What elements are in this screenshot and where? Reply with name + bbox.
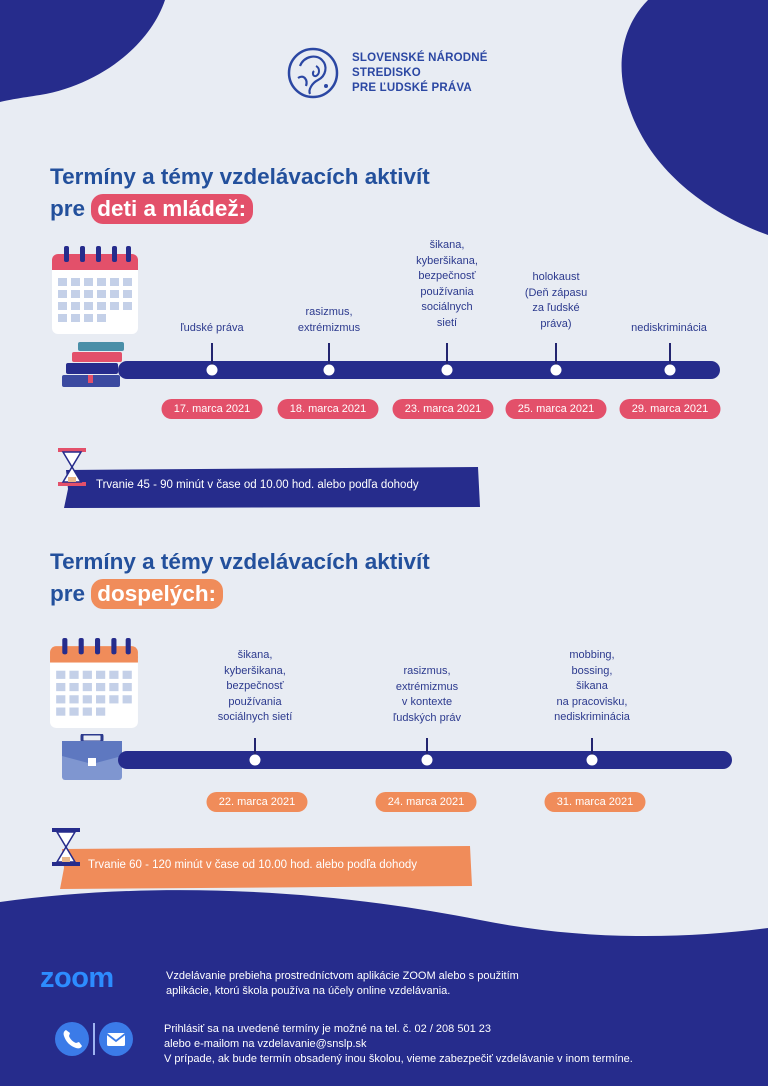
email-icon bbox=[98, 1021, 134, 1057]
adults-dot-3 bbox=[587, 755, 598, 766]
adults-topic-1: šikana, kyberšikana, bezpečnosť používania sociálnych sietí bbox=[217, 649, 293, 723]
briefcase-icon bbox=[62, 734, 122, 780]
youth-duration-text: Trvanie 45 - 90 minút v čase od 10.00 hod. alebo podľa dohody bbox=[96, 479, 419, 491]
top-left-blob bbox=[0, 0, 170, 110]
adults-date-3: 31. marca 2021 bbox=[545, 792, 646, 812]
youth-date-5: 29. marca 2021 bbox=[620, 399, 721, 419]
youth-topic-5: nediskriminácia bbox=[631, 322, 707, 334]
youth-dot-1 bbox=[207, 365, 218, 376]
youth-dot-3 bbox=[442, 365, 453, 376]
org-header bbox=[286, 46, 488, 100]
youth-topic-4: holokaust (Deň zápasu za ľudské práva) bbox=[524, 271, 588, 330]
adults-title-highlight: dospelých: bbox=[91, 579, 223, 609]
calendar-icon bbox=[52, 246, 140, 336]
phone-icon bbox=[54, 1021, 90, 1057]
youth-topic-3: šikana, kyberšikana, bezpečnosť používania sociálnych sietí bbox=[416, 239, 478, 329]
youth-topic-2: rasizmus, extrémizmus bbox=[297, 306, 361, 334]
adults-duration-text: Trvanie 60 - 120 minút v čase od 10.00 hod. alebo podľa dohody bbox=[88, 859, 417, 871]
youth-title-highlight: deti a mládež: bbox=[91, 194, 253, 224]
adults-title-line1: Termíny a témy vzdelávacích aktivít bbox=[50, 549, 430, 574]
youth-date-2: 18. marca 2021 bbox=[278, 399, 379, 419]
contact-divider bbox=[93, 1023, 95, 1055]
adults-dot-1 bbox=[250, 755, 261, 766]
youth-dot-4 bbox=[551, 365, 562, 376]
org-name-line2: STREDISKO bbox=[352, 66, 421, 79]
adults-topic-2: rasizmus, extrémizmus v kontexte ľudských práv bbox=[392, 665, 462, 724]
hourglass-icon bbox=[52, 828, 80, 866]
hourglass-icon bbox=[58, 448, 86, 486]
adults-title-pre: pre bbox=[50, 581, 86, 606]
zoom-info bbox=[166, 969, 519, 999]
youth-title-line1: Termíny a témy vzdelávacích aktivít bbox=[50, 164, 430, 189]
contact-line3: V prípade, ak bude termín obsadený inou školou, vieme zabezpečiť vzdelávanie v inom termíne. bbox=[164, 1053, 633, 1065]
org-name-line1: SLOVENSKÉ NÁRODNÉ bbox=[352, 51, 488, 64]
contact-line2: alebo e-mailom na vzdelavanie@snslp.sk bbox=[164, 1038, 367, 1050]
youth-date-1: 17. marca 2021 bbox=[162, 399, 263, 419]
zoom-info-line2: aplikácie, ktorú škola používa na účely online vzdelávania. bbox=[166, 985, 451, 997]
top-right-blob bbox=[618, 0, 768, 240]
org-logo-icon bbox=[286, 46, 340, 100]
adults-topic-3: mobbing, bossing, šikana na pracovisku, nediskriminácia bbox=[554, 649, 630, 723]
org-name-line3: PRE ĽUDSKÉ PRÁVA bbox=[352, 81, 472, 94]
contact-line1: Prihlásiť sa na uvedené termíny je možné na tel. č. 02 / 208 501 23 bbox=[164, 1023, 491, 1035]
zoom-logo: zoom bbox=[40, 962, 114, 994]
zoom-info-line1: Vzdelávanie prebieha prostredníctvom aplikácie ZOOM alebo s použitím bbox=[166, 970, 519, 982]
adults-dot-2 bbox=[422, 755, 433, 766]
youth-title-pre: pre bbox=[50, 196, 86, 221]
youth-dot-5 bbox=[665, 365, 676, 376]
youth-date-4: 25. marca 2021 bbox=[506, 399, 607, 419]
youth-dot-2 bbox=[324, 365, 335, 376]
youth-topic-1: ľudské práva bbox=[180, 322, 244, 334]
calendar-icon bbox=[50, 638, 140, 730]
youth-section-title bbox=[50, 162, 430, 224]
contact-info bbox=[164, 1022, 633, 1067]
adults-date-1: 22. marca 2021 bbox=[207, 792, 308, 812]
adults-section-title bbox=[50, 547, 430, 609]
adults-date-2: 24. marca 2021 bbox=[376, 792, 477, 812]
youth-date-3: 23. marca 2021 bbox=[393, 399, 494, 419]
